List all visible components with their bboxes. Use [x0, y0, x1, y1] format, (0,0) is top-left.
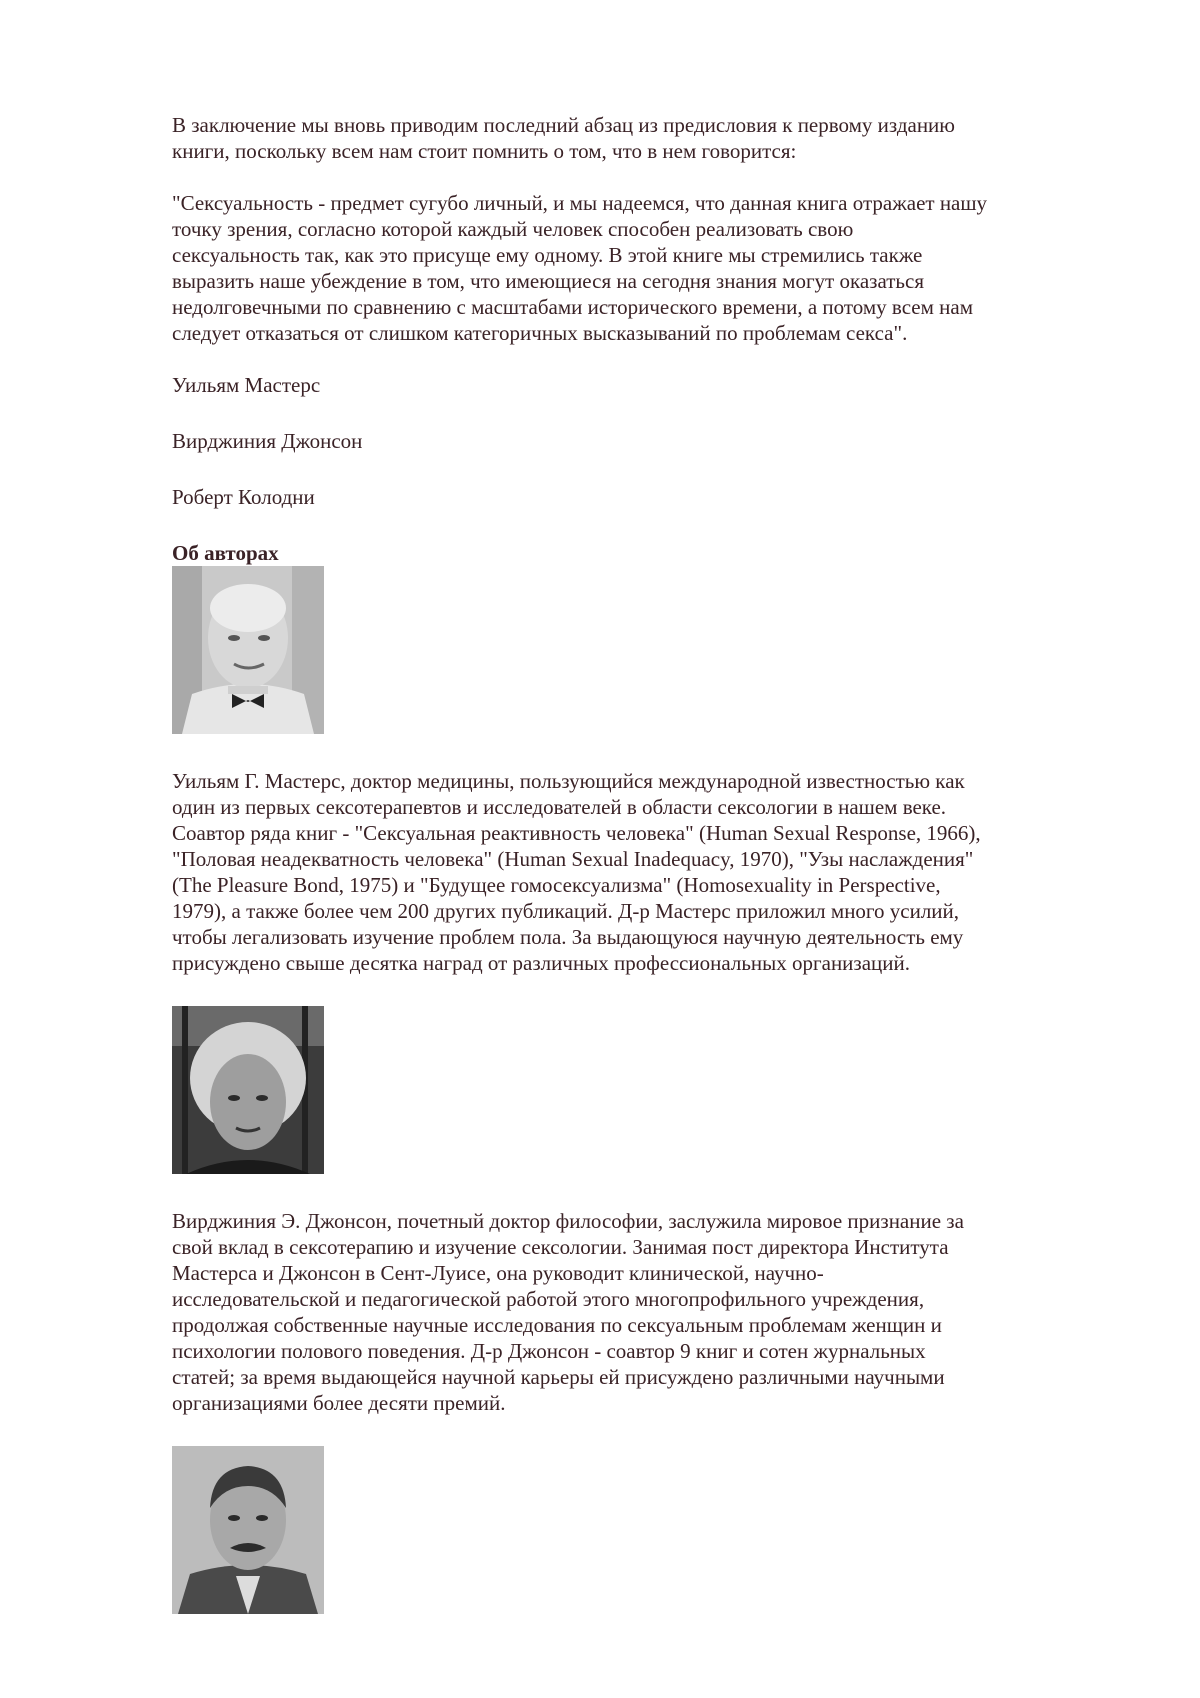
signature-kolodny: Роберт Колодни	[172, 485, 315, 509]
author-bio-johnson: Вирджиния Э. Джонсон, почетный доктор философии, заслужила мировое признание за свой вклад в сексотерапию и изучение сексологии. Занимая пост директора Института Мастерса и Джонсон в Сент-Луисе, она руководит клинической, научно- исследовательской и педагогической работой этого многопрофильного учреждения, продолжая собственные научные исследования по сексуальным проблемам женщин и психологии полового поведения. Д-р Джонсон - соавтор 9 книг и сотен журнальных статей; за время выдающейся научной карьеры ей присуждено различными научными организациями более десяти премий.	[172, 1209, 964, 1415]
document-page	[172, 112, 1132, 1614]
author-photo-johnson	[172, 1006, 324, 1174]
author-photo-kolodny	[172, 1446, 324, 1614]
intro-paragraph: В заключение мы вновь приводим последний абзац из предисловия к первому изданию книги, поскольку всем нам стоит помнить о том, что в нем говорится:	[172, 113, 955, 163]
preface-quote-paragraph: "Сексуальность - предмет сугубо личный, и мы надеемся, что данная книга отражает нашу точку зрения, согласно которой каждый человек способен реализовать свою сексуальность так, как это присуще ему одному. В этой книге мы стремились также выразить наше убеждение в том, что имеющиеся на сегодня знания могут оказаться недолговечными по сравнению с масштабами исторического времени, а потому всем нам следует отказаться от слишком категоричных высказываний по проблемам секса".	[172, 191, 988, 345]
author-bio-masters: Уильям Г. Мастерс, доктор медицины, пользующийся международной известностью как один из первых сексотерапевтов и исследователей в области сексологии в нашем веке. Соавтор ряда книг - "Сексуальная реактивность человека" (Human Sexual Response, 1966), "Половая неадекватность человека" (Human Sexual Inadequacy, 1970), "Узы наслаждения" (The Pleasure Bond, 1975) и "Будущее гомосексуализма" (Homosexuality in Perspective, 1979), а также более чем 200 других публикаций. Д-р Мастерс приложил много усилий, чтобы легализовать изучение проблем пола. За выдающуюся научную деятельность ему присуждено свыше десятка наград от различных профессиональных организаций.	[172, 769, 981, 975]
author-photo-masters	[172, 566, 324, 734]
about-authors-heading: Об авторах	[172, 541, 279, 565]
signature-johnson: Вирджиния Джонсон	[172, 429, 363, 453]
signature-masters: Уильям Мастерс	[172, 373, 321, 397]
